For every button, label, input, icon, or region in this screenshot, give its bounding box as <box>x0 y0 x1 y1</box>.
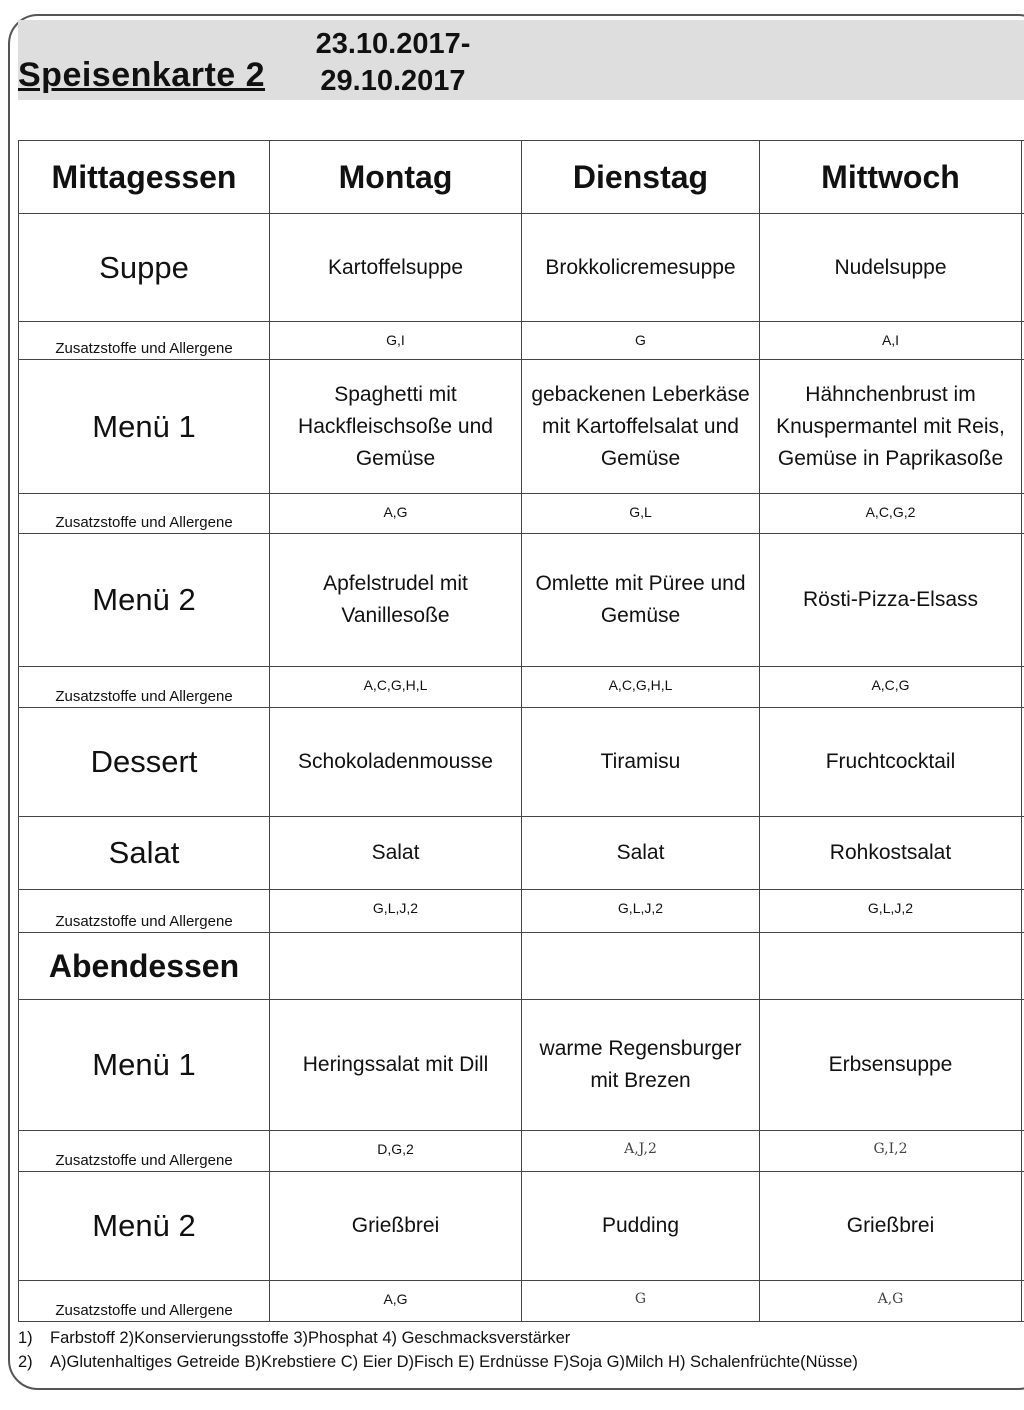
row-abendessen <box>19 933 1024 1000</box>
row-dessert <box>19 708 1024 817</box>
allergen-codes: A,I <box>760 322 1022 360</box>
allergen-codes: A,G <box>760 1281 1022 1322</box>
menu-table <box>18 140 1024 1322</box>
cell-value: warme Regensburger mit Brezen <box>522 1000 760 1131</box>
date-to: 29.10.2017 <box>320 65 466 97</box>
col-dienstag: Dienstag <box>522 141 760 214</box>
row-label: Salat <box>19 817 270 890</box>
allergen-label: Zusatzstoffe und Allergene <box>19 494 270 534</box>
cell-value: Grießbrei <box>760 1172 1022 1281</box>
col-mittwoch: Mittwoch <box>760 141 1022 214</box>
footnote-text: A)Glutenhaltiges Getreide B)Krebstiere C) Eier D)Fisch E) Erdnüsse F)Soja G)Milch H) Schalenfrüchte(Nüsse) <box>50 1353 858 1371</box>
allergen-codes: G,L,J,2 <box>522 890 760 933</box>
cell-value: Rösti-Pizza-Elsass <box>760 534 1022 667</box>
allergen-codes: A,C,G,H,L <box>270 667 522 708</box>
allergen-codes: G <box>522 1281 760 1322</box>
allergen-codes: A,C,G,2 <box>760 494 1022 534</box>
allergen-codes: A,G <box>270 494 522 534</box>
allergen-label: Zusatzstoffe und Allergene <box>19 1131 270 1172</box>
row-allergens <box>19 890 1024 933</box>
row-label: Suppe <box>19 214 270 322</box>
row-label: Menü 2 <box>19 1172 270 1281</box>
cell-value: Tiramisu <box>522 708 760 817</box>
row-allergens <box>19 667 1024 708</box>
footnote-2 <box>18 1350 858 1374</box>
row-label: Menü 1 <box>19 360 270 494</box>
col-montag: Montag <box>270 141 522 214</box>
row-allergens <box>19 494 1024 534</box>
cell-value: Rohkostsalat <box>760 817 1022 890</box>
allergen-codes: G,I <box>270 322 522 360</box>
allergen-codes: G,L,J,2 <box>760 890 1022 933</box>
row-menu1 <box>19 360 1024 494</box>
allergen-label: Zusatzstoffe und Allergene <box>19 667 270 708</box>
allergen-label: Zusatzstoffe und Allergene <box>19 890 270 933</box>
allergen-codes: A,G <box>270 1281 522 1322</box>
allergen-label: Zusatzstoffe und Allergene <box>19 1281 270 1322</box>
cell-value: Heringssalat mit Dill <box>270 1000 522 1131</box>
footnote-num: 2) <box>18 1353 33 1371</box>
row-allergens <box>19 322 1024 360</box>
cell-value: Salat <box>522 817 760 890</box>
cell-value: Omlette mit Püree und Gemüse <box>522 534 760 667</box>
page-title: Speisenkarte 2 <box>18 56 266 94</box>
row-allergens <box>19 1281 1024 1322</box>
cell-value: Apfelstrudel mit Vanillesoße <box>270 534 522 667</box>
cell-value: Fruchtcocktail <box>760 708 1022 817</box>
cell-value: Spaghetti mit Hackfleischsoße und Gemüse <box>270 360 522 494</box>
section-abendessen: Abendessen <box>19 933 270 1000</box>
cell-value: Grießbrei <box>270 1172 522 1281</box>
allergen-codes: A,C,G <box>760 667 1022 708</box>
row-dinner-menu1 <box>19 1000 1024 1131</box>
allergen-codes: G <box>522 322 760 360</box>
allergen-codes: D,G,2 <box>270 1131 522 1172</box>
allergen-codes: G,L <box>522 494 760 534</box>
footnotes <box>18 1326 858 1374</box>
allergen-codes: A,C,G,H,L <box>522 667 760 708</box>
cell-value: Nudelsuppe <box>760 214 1022 322</box>
allergen-label: Zusatzstoffe und Allergene <box>19 322 270 360</box>
allergen-codes: G,L,J,2 <box>270 890 522 933</box>
cell-value: Salat <box>270 817 522 890</box>
row-label: Menü 1 <box>19 1000 270 1131</box>
row-allergens <box>19 1131 1024 1172</box>
row-menu2 <box>19 534 1024 667</box>
footnote-num: 1) <box>18 1329 33 1347</box>
cell-value: Kartoffelsuppe <box>270 214 522 322</box>
cell-value: Schokoladenmousse <box>270 708 522 817</box>
table-header-row <box>19 141 1024 214</box>
cell-value: Hähnchenbrust im Knuspermantel mit Reis, Gemüse in Paprikasoße <box>760 360 1022 494</box>
date-range <box>298 26 488 100</box>
footnote-1 <box>18 1326 858 1350</box>
cell-value: Brokkolicremesuppe <box>522 214 760 322</box>
col-mittagessen: Mittagessen <box>19 141 270 214</box>
allergen-codes: G,I,2 <box>760 1131 1022 1172</box>
date-from: 23.10.2017- <box>315 28 471 60</box>
allergen-codes: A,J,2 <box>522 1131 760 1172</box>
row-label: Dessert <box>19 708 270 817</box>
row-label: Menü 2 <box>19 534 270 667</box>
row-salat <box>19 817 1024 890</box>
row-suppe <box>19 214 1024 322</box>
cell-value: gebackenen Leberkäse mit Kartoffelsalat und Gemüse <box>522 360 760 494</box>
row-dinner-menu2 <box>19 1172 1024 1281</box>
cell-value: Erbsensuppe <box>760 1000 1022 1131</box>
cell-value: Pudding <box>522 1172 760 1281</box>
footnote-text: Farbstoff 2)Konservierungsstoffe 3)Phosphat 4) Geschmacksverstärker <box>50 1329 571 1347</box>
